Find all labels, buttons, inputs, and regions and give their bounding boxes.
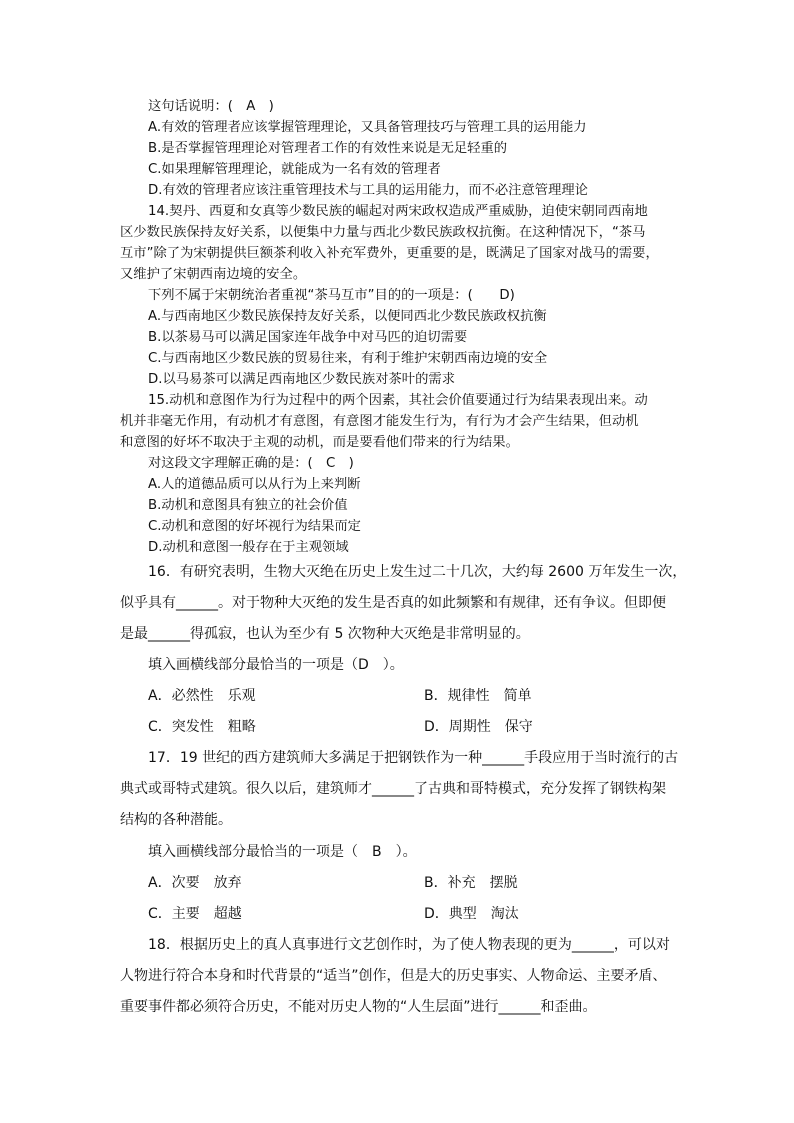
q14-passage-line-1: 14.契丹、西夏和女真等少数民族的崛起对两宋政权造成严重威胁，迫使宋朝同西南地 (148, 204, 648, 219)
q14-option-a: A.与西南地区少数民族保持友好关系，以便同西北少数民族政权抗衡 (148, 309, 547, 324)
q15-stem: 对这段文字理解正确的是：( C ) (148, 456, 354, 471)
q15-option-a: A.人的道德品质可以从行为上来判断 (148, 477, 361, 492)
q14-stem: 下列不属于宋朝统治者重视“茶马互市”目的的一项是：( D) (148, 288, 515, 303)
q13-stem: 这句话说明：( A ) (148, 99, 274, 114)
q16-option-a: A．必然性 乐观 (148, 688, 256, 704)
q14-passage-line-4: 又维护了宋朝西南边境的安全。 (120, 267, 307, 282)
q15-option-d: D.动机和意图一般存在于主观领域 (148, 540, 349, 555)
q15-passage-line-1: 15.动机和意图作为行为过程中的两个因素，其社会价值要通过行为结果表现出来。动 (148, 393, 648, 408)
q13-option-d: D.有效的管理者应该注重管理技术与工具的运用能力，而不必注意管理理论 (148, 183, 588, 198)
q18-passage-line-2: 人物进行符合本身和时代背景的“适当”创作，但是大的历史事实、人物命运、主要矛盾、 (120, 968, 667, 984)
q16-passage-line-2: 似乎具有______。对于物种大灭绝的发生是否真的如此频繁和有规律，还有争议。但即便 (120, 595, 666, 611)
q17-option-c: C．主要 超越 (148, 906, 242, 922)
q16-passage-line-1: 16．有研究表明，生物大灭绝在历史上发生过二十几次，大约每 2600 万年发生一次， (148, 564, 687, 580)
q13-option-b: B.是否掌握管理理论对管理者工作的有效性来说是无足轻重的 (148, 141, 508, 156)
q18-passage-line-1: 18．根据历史上的真人真事进行文艺创作时，为了使人物表现的更为______，可以对 (148, 937, 670, 953)
q16-stem: 填入画横线部分最恰当的一项是（D ）。 (148, 657, 404, 673)
q17-passage-line-1: 17．19 世纪的西方建筑师大多满足于把钢铁作为一种______手段应用于当时流行的古 (148, 750, 679, 766)
q14-passage-line-2: 区少数民族保持友好关系，以便集中力量与西北少数民族政权抗衡。在这种情况下，“茶马 (120, 225, 646, 240)
q16-option-d: D．周期性 保守 (424, 719, 533, 735)
q14-passage-line-3: 互市”除了为宋朝提供巨额茶利收入补充军费外，更重要的是，既满足了国家对战马的需要， (120, 246, 659, 261)
q16-option-c: C．突发性 粗略 (148, 719, 256, 735)
q16-option-b: B．规律性 简单 (424, 688, 532, 704)
q14-option-b: B.以茶易马可以满足国家连年战争中对马匹的迫切需要 (148, 330, 468, 345)
q14-option-d: D.以马易茶可以满足西南地区少数民族对茶叶的需求 (148, 372, 455, 387)
q17-option-a: A．次要 放弃 (148, 875, 242, 891)
q17-option-d: D．典型 淘汰 (424, 906, 519, 922)
q16-passage-line-3: 是最______得孤寂，也认为至少有 5 次物种大灭绝是非常明显的。 (120, 626, 530, 642)
q17-passage-line-3: 结构的各种潜能。 (120, 812, 232, 828)
q14-option-c: C.与西南地区少数民族的贸易往来，有利于维护宋朝西南边境的安全 (148, 351, 548, 366)
q13-option-c: C.如果理解管理理论，就能成为一名有效的管理者 (148, 162, 441, 177)
q15-option-c: C.动机和意图的好坏视行为结果而定 (148, 519, 361, 534)
q15-passage-line-2: 机并非毫无作用，有动机才有意图，有意图才能发生行为，有行为才会产生结果，但动机 (120, 414, 639, 429)
q17-option-b: B．补充 摆脱 (424, 875, 518, 891)
q15-option-b: B.动机和意图具有独立的社会价值 (148, 498, 348, 513)
q17-stem: 填入画横线部分最恰当的一项是（ B ）。 (148, 844, 417, 860)
q18-passage-line-3: 重要事件都必须符合历史，不能对历史人物的“人生层面”进行______和歪曲。 (120, 999, 597, 1015)
q17-passage-line-2: 典式或哥特式建筑。很久以后，建筑师才______了古典和哥特模式，充分发挥了钢铁构架 (120, 781, 666, 797)
q15-passage-line-3: 和意图的好坏不取决于主观的动机，而是要看他们带来的行为结果。 (120, 435, 519, 450)
q13-option-a: A.有效的管理者应该掌握管理理论，又具备管理技巧与管理工具的运用能力 (148, 120, 587, 135)
